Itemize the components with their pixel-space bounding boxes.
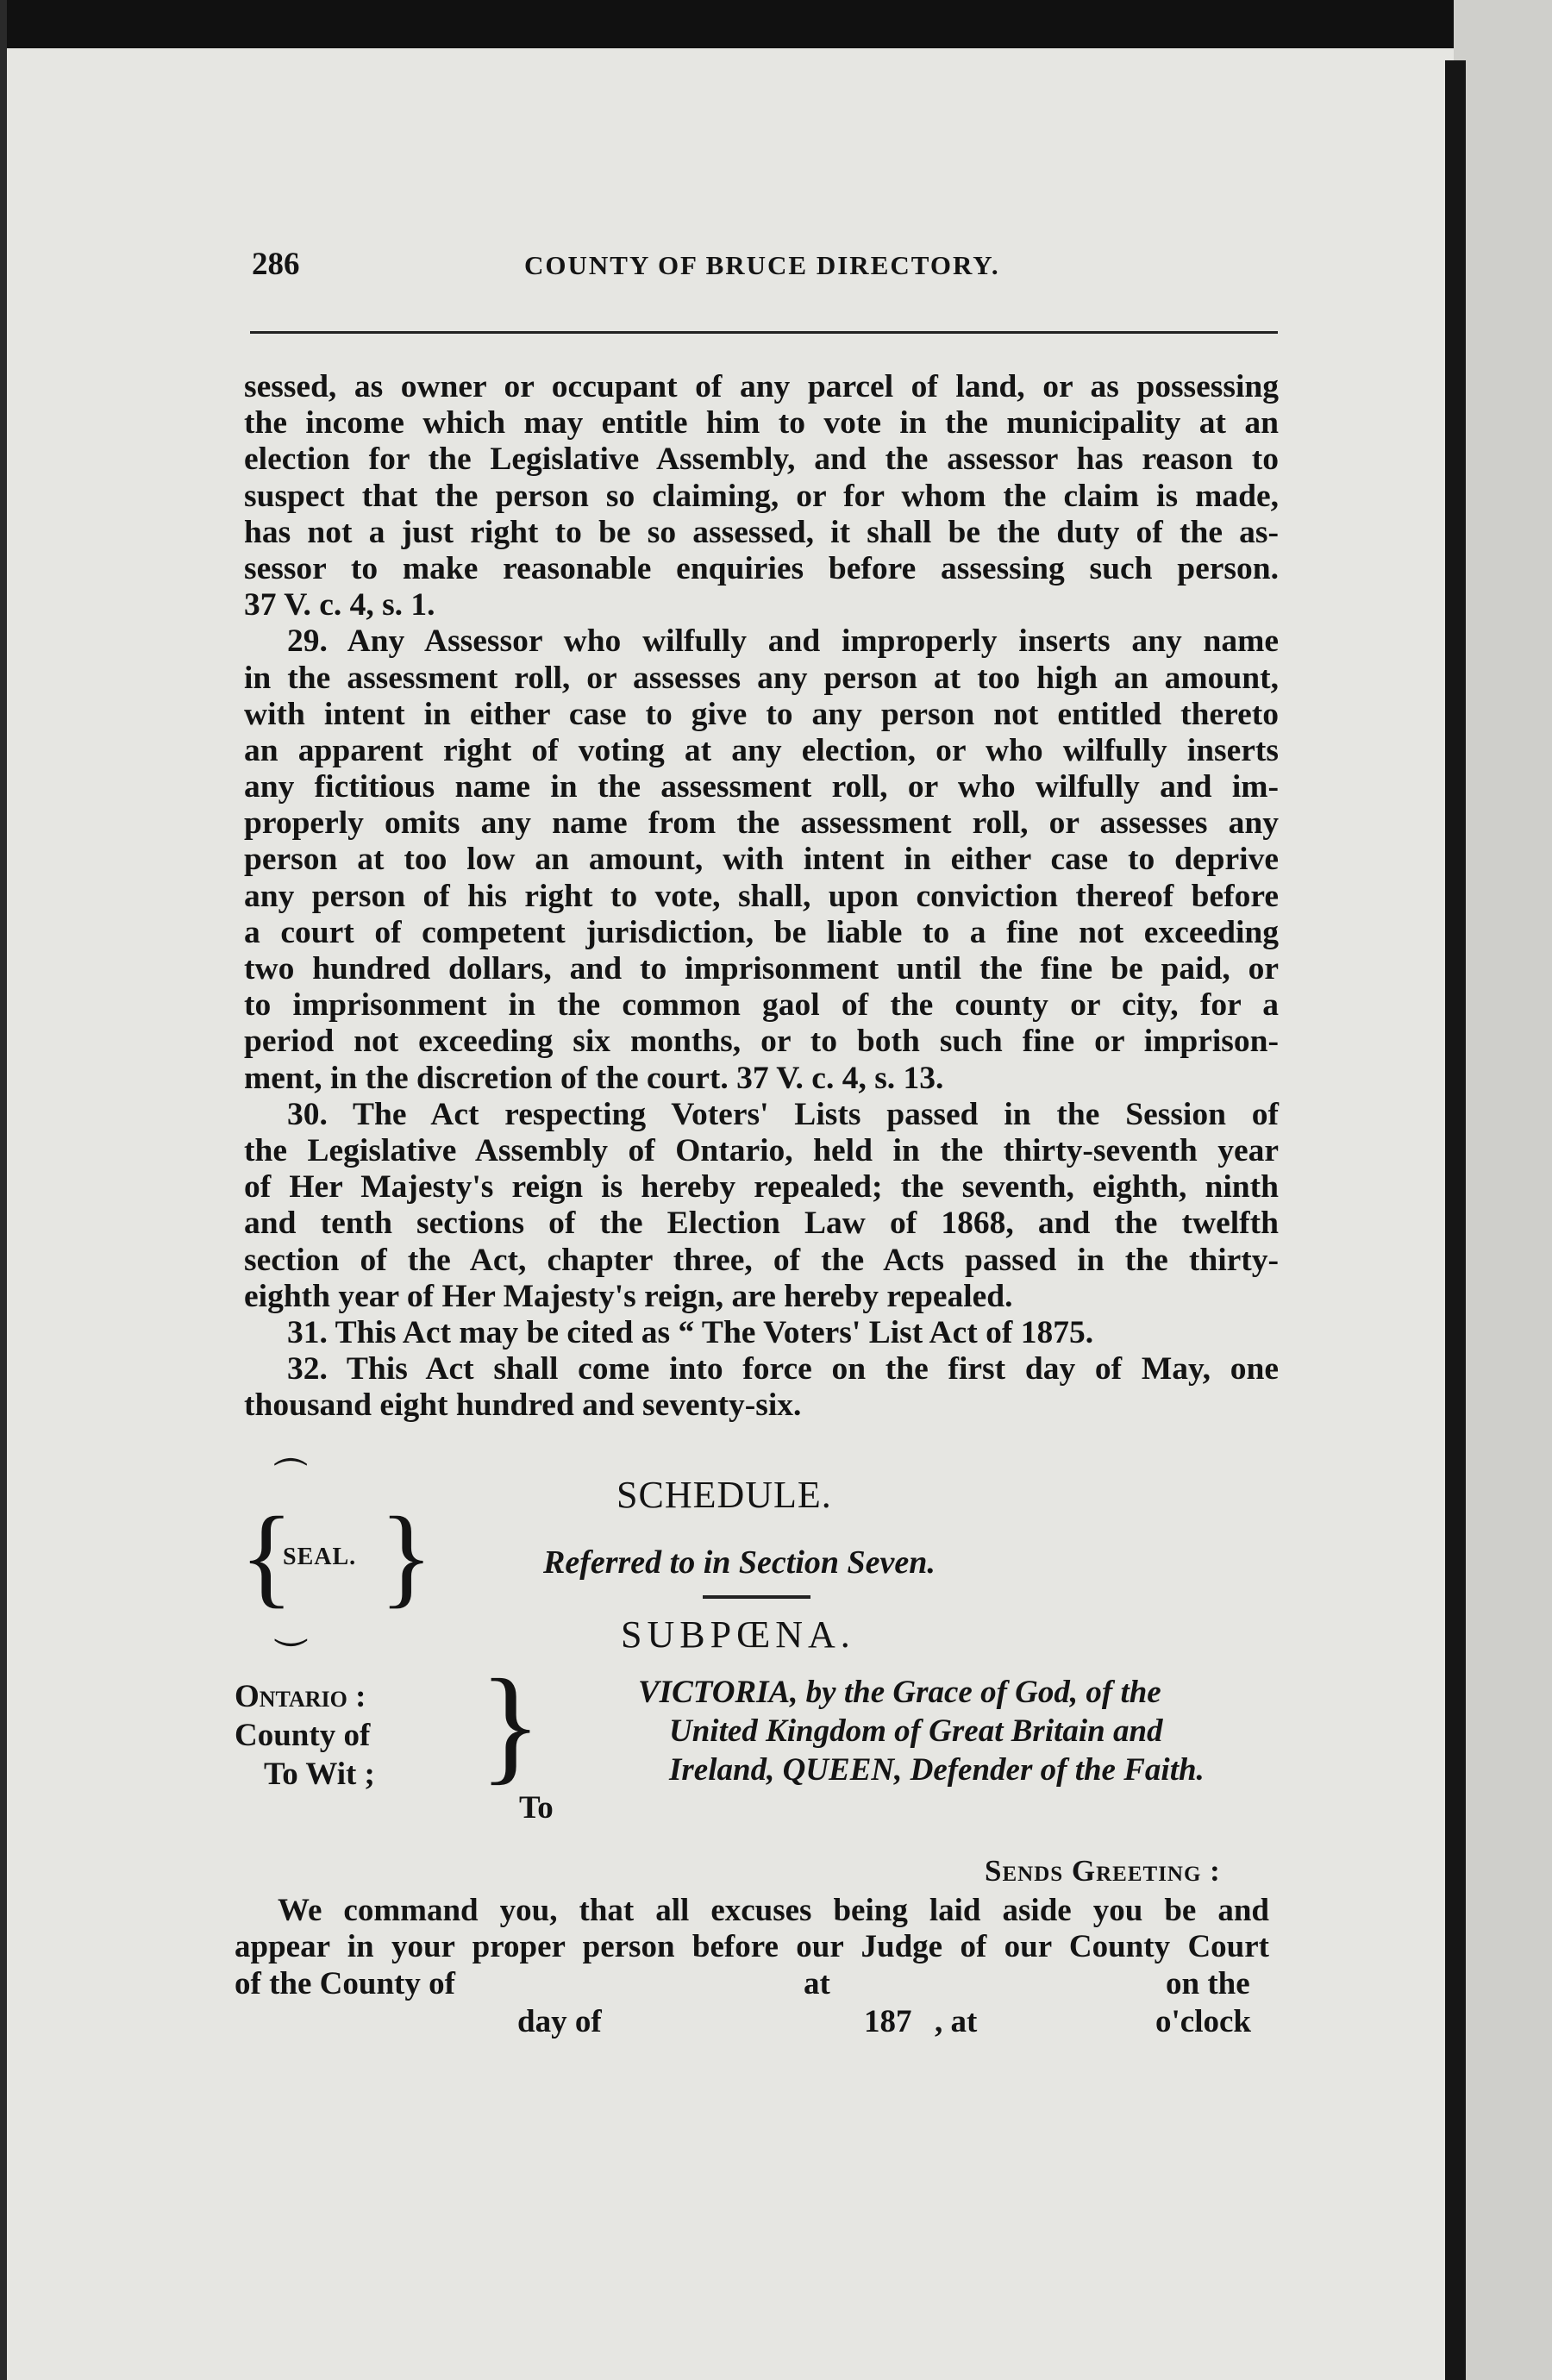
book-spine [1454,0,1552,2380]
page-header [252,246,1278,298]
oclock-text: o'clock [1155,2004,1251,2040]
seal-brace-top: ⏜ [274,1458,308,1497]
command-text [235,1893,1269,2041]
text-line: sessed, as owner or occupant of any parcel of land, or as possessing [244,369,1279,404]
writ-line-1: VICTORIA, by the Grace of God, of the [638,1675,1161,1710]
text-line: period not exceeding six months, or to both such fine or imprison- [244,1024,1279,1060]
county-of-text: of the County of [235,1966,455,2002]
gutter-shadow [1445,60,1466,2380]
year-text: 187 [864,2004,912,2040]
seal-label: SEAL. [283,1544,357,1570]
seal-brace-bottom: ⏝ [274,1605,308,1644]
venue-to-wit: To Wit ; [264,1757,375,1792]
text-line: 37 V. c. 4, s. 1. [244,587,435,623]
text-line: the Legislative Assembly of Ontario, held in the thirty-seventh year [244,1132,1279,1168]
command-line-3 [235,1965,1269,2003]
text-line: suspect that the person so claiming, or for whom the claim is made, [244,478,1279,514]
writ-line-2: United Kingdom of Great Britain and [669,1713,1163,1749]
text-line: properly omits any name from the assessment roll, or assesses any [244,805,1279,842]
section-31: 31. This Act may be cited as “ The Voters' List Act of 1875. [287,1314,1094,1350]
text-line: eighth year of Her Majesty's reign, are hereby repealed. [244,1278,1013,1314]
text-line: to imprisonment in the common gaol of the county or city, for a [244,987,1279,1024]
text-line: has not a just right to be so assessed, it shall be the duty of the as- [244,514,1279,550]
section-29-start: 29. Any Assessor who wilfully and improperly inserts any name [287,623,1279,660]
sends-greeting: Sends Greeting : [985,1854,1221,1888]
text-line: and tenth sections of the Election Law of 1868, and the twelfth [244,1206,1279,1242]
text-line: with intent in either case to give to any person not entitled thereto [244,696,1279,732]
text-line: person at too low an amount, with intent in either case to deprive [244,842,1279,878]
body-text [244,369,1279,1424]
day-of-text: day of [517,2004,602,2040]
text-line: thousand eight hundred and seventy-six. [244,1387,802,1424]
at-text-2: , at [935,2004,978,2040]
writ-line-3: Ireland, QUEEN, Defender of the Faith. [669,1752,1205,1788]
venue-block [235,1677,375,1794]
command-line-2: appear in your proper person before our Judge of our County Court [235,1929,1269,1965]
subpoena-heading: SUBPŒNA. [621,1613,855,1656]
text-line: of Her Majesty's reign is hereby repealed; the seventh, eighth, ninth [244,1169,1279,1206]
venue-county: County of [235,1718,371,1753]
on-the-text: on the [1166,1966,1250,2002]
command-line-4 [235,2003,1269,2041]
schedule-heading: SCHEDULE. [616,1474,832,1516]
at-text: at [804,1966,830,2002]
scan-left-edge [0,0,7,2380]
writ-block [638,1673,1267,1789]
header-rule [250,331,1278,334]
section-32-start: 32. This Act shall come into force on the first day of May, one [287,1351,1279,1387]
text-line: any fictitious name in the assessment roll, or who wilfully and im- [244,769,1279,805]
text-line: the income which may entitle him to vote in the municipality at an [244,405,1279,442]
command-line-1: We command you, that all excuses being laid aside you be and [278,1893,1269,1928]
seal-brace-right: } [379,1494,434,1619]
text-line: section of the Act, chapter three, of the Acts passed in the thirty- [244,1242,1279,1278]
running-title: COUNTY OF BRUCE DIRECTORY. [524,250,1000,280]
short-rule [703,1595,810,1599]
text-line: two hundred dollars, and to imprisonment until the fine be paid, or [244,951,1279,986]
venue-ontario: Ontario : [235,1679,366,1714]
venue-brace: } [479,1653,541,1796]
to-label: To [519,1790,554,1826]
section-30-start: 30. The Act respecting Voters' Lists passed in the Session of [287,1096,1279,1132]
text-line: ment, in the discretion of the court. 37 V. c. 4, s. 13. [244,1060,944,1096]
text-line: election for the Legislative Assembly, and the assessor has reason to [244,442,1279,478]
page-number: 286 [252,247,300,282]
scan-top-shadow [0,0,1552,48]
referred-note: Referred to in Section Seven. [543,1544,936,1581]
text-line: an apparent right of voting at any election, or who wilfully inserts [244,732,1279,768]
text-line: a court of competent jurisdiction, be liable to a fine not exceeding [244,914,1279,950]
seal-brace-left: { [240,1494,294,1619]
text-line: in the assessment roll, or assesses any person at too high an amount, [244,660,1279,696]
text-line: any person of his right to vote, shall, upon conviction thereof before [244,878,1279,914]
text-line: sessor to make reasonable enquiries before assessing such person. [244,550,1279,586]
